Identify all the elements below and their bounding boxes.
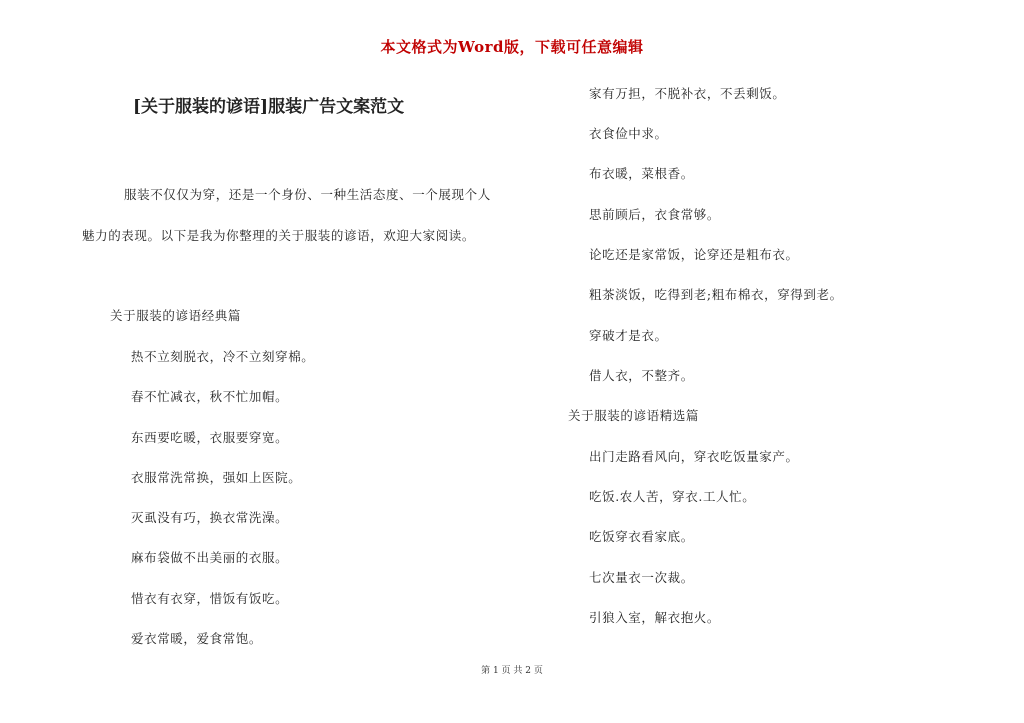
proverb-item: 穿破才是衣。 <box>589 328 668 343</box>
section-heading-selected: 关于服装的谚语精选篇 <box>568 408 700 423</box>
document-title: [关于服装的谚语]服装广告文案范文 <box>133 97 405 117</box>
proverb-item: 引狼入室，解衣抱火。 <box>589 610 721 625</box>
proverb-item: 吃饭穿衣看家底。 <box>589 529 694 544</box>
proverb-item: 七次量衣一次裁。 <box>589 570 694 585</box>
proverb-item: 论吃还是家常饭，论穿还是粗布衣。 <box>589 247 799 262</box>
proverb-item: 出门走路看风向，穿衣吃饭量家产。 <box>589 449 799 464</box>
intro-line-1: 服装不仅仅为穿，还是一个身份、一种生活态度、一个展现个人 <box>124 187 491 202</box>
proverb-item: 爱衣常暖，爱食常饱。 <box>131 631 263 646</box>
intro-line-2: 魅力的表现。以下是我为你整理的关于服装的谚语，欢迎大家阅读。 <box>82 228 476 243</box>
proverb-item: 衣服常洗常换，强如上医院。 <box>131 470 302 485</box>
proverb-item: 衣食俭中求。 <box>589 126 668 141</box>
document-banner: 本文格式为Word版，下载可任意编辑 <box>380 38 644 56</box>
proverb-item: 粗茶淡饭，吃得到老;粗布棉衣，穿得到老。 <box>589 287 843 302</box>
proverb-item: 麻布袋做不出美丽的衣服。 <box>131 550 289 565</box>
section-heading-classic: 关于服装的谚语经典篇 <box>110 308 242 323</box>
page-number: 第 1 页 共 2 页 <box>481 666 543 676</box>
proverb-item: 灭虱没有巧，换衣常洗澡。 <box>131 510 289 525</box>
proverb-item: 惜衣有衣穿，惜饭有饭吃。 <box>131 591 289 606</box>
proverb-item: 吃饭.农人苦，穿衣.工人忙。 <box>589 489 756 504</box>
proverb-item: 东西要吃暖，衣服要穿宽。 <box>131 430 289 445</box>
proverb-item: 热不立刻脱衣，冷不立刻穿棉。 <box>131 349 315 364</box>
proverb-item: 春不忙减衣，秋不忙加帽。 <box>131 389 289 404</box>
proverb-item: 思前顾后，衣食常够。 <box>589 207 721 222</box>
proverb-item: 布衣暖，菜根香。 <box>589 166 694 181</box>
proverb-item: 借人衣，不整齐。 <box>589 368 694 383</box>
proverb-item: 家有万担，不脱补衣，不丢剩饭。 <box>589 86 786 101</box>
